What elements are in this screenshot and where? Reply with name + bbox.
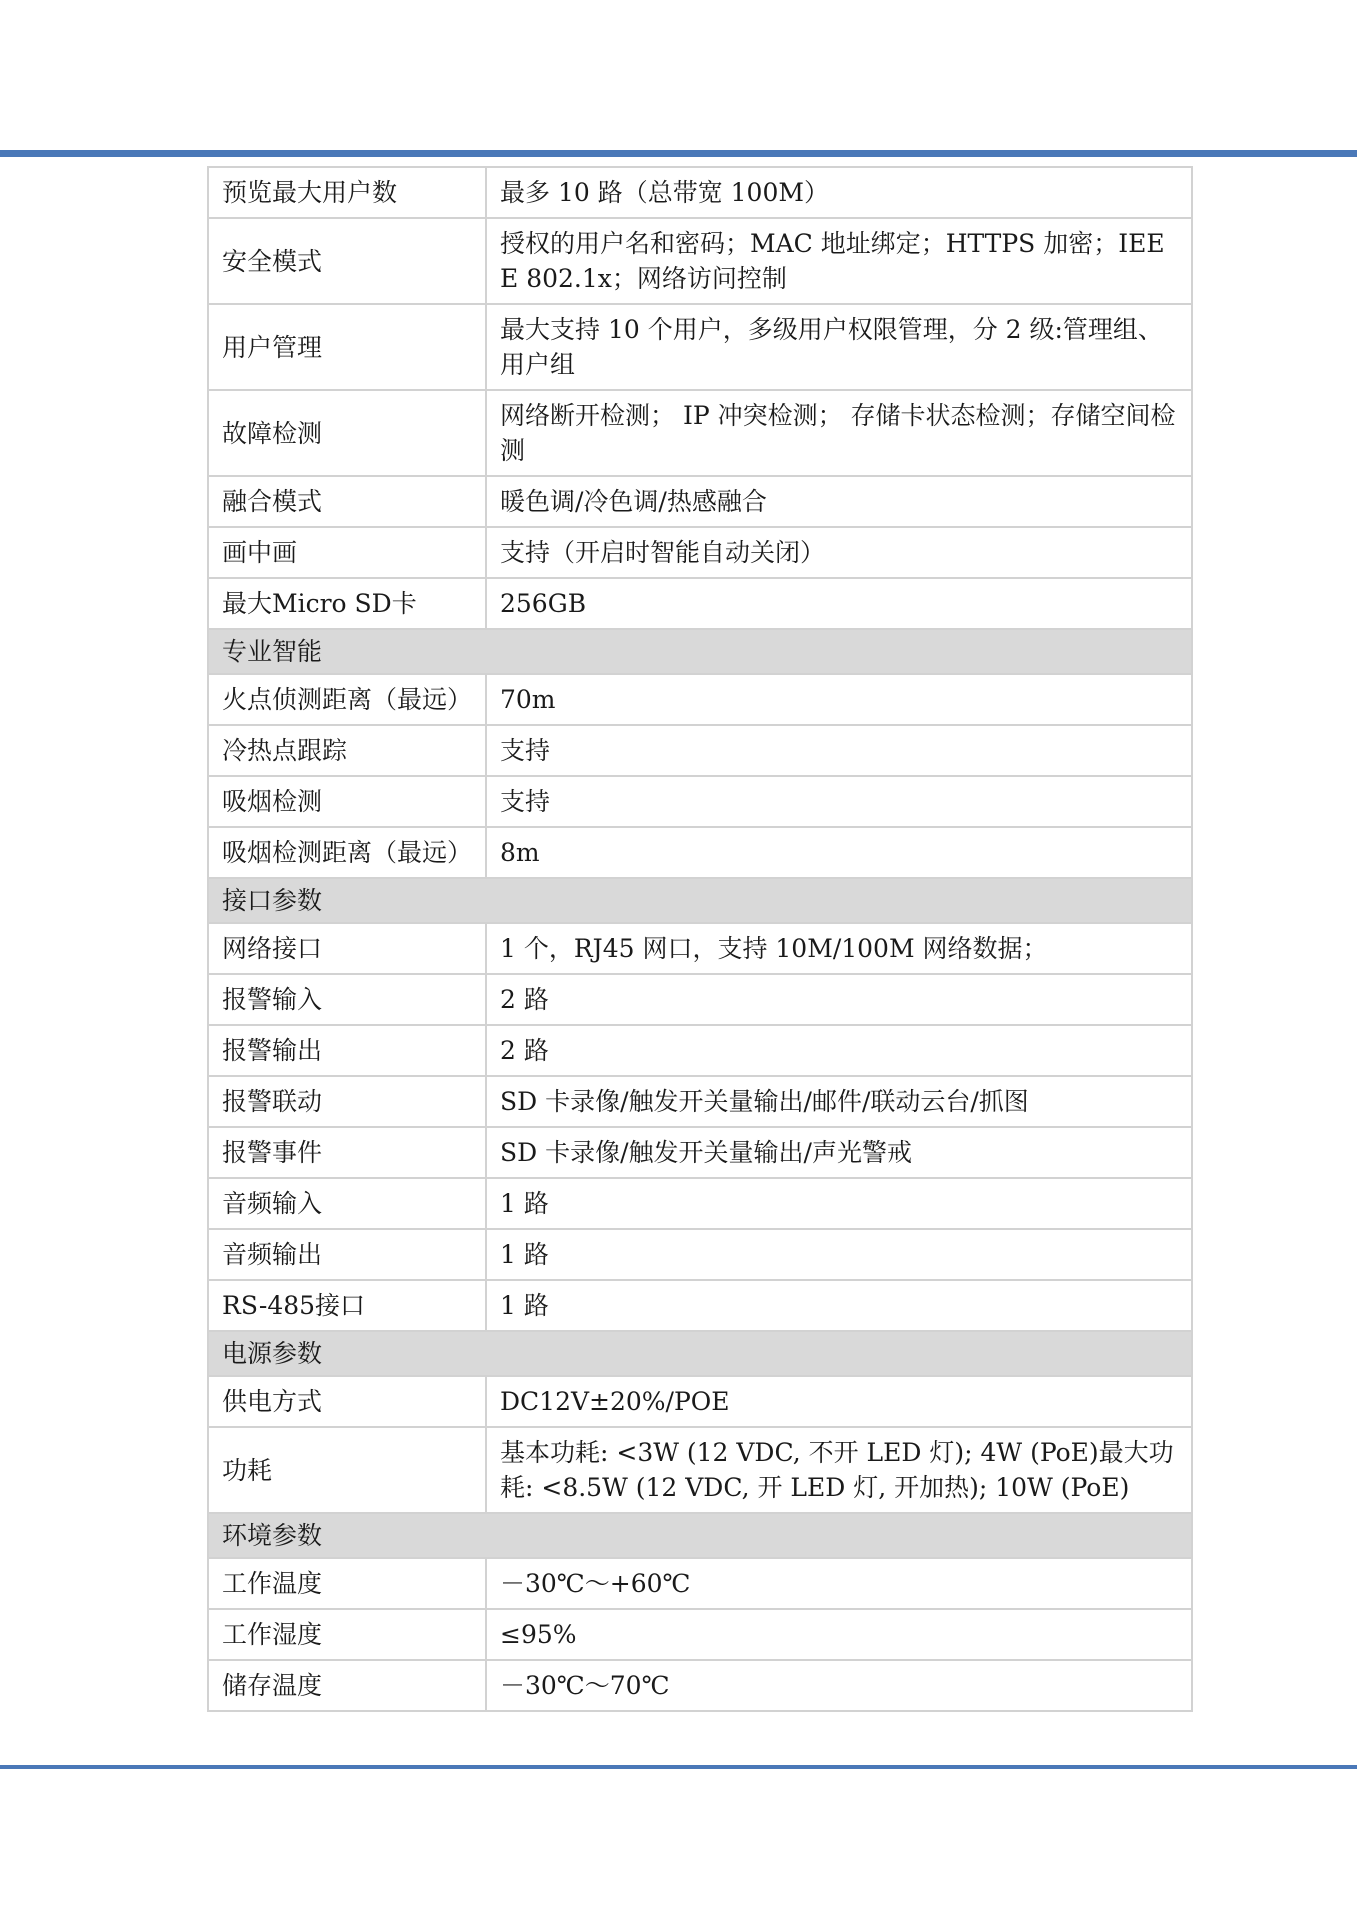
spec-row xyxy=(208,1609,1192,1660)
spec-row xyxy=(208,476,1192,527)
spec-value: 2 路 xyxy=(486,974,1192,1025)
spec-label: RS-485接口 xyxy=(208,1280,486,1331)
spec-value: DC12V±20%/POE xyxy=(486,1376,1192,1427)
spec-row xyxy=(208,304,1192,390)
spec-value: 8m xyxy=(486,827,1192,878)
spec-row xyxy=(208,1280,1192,1331)
spec-value: 支持（开启时智能自动关闭） xyxy=(486,527,1192,578)
spec-row xyxy=(208,527,1192,578)
spec-label: 工作温度 xyxy=(208,1558,486,1609)
section-header-row xyxy=(208,629,1192,674)
spec-row xyxy=(208,725,1192,776)
spec-row xyxy=(208,167,1192,218)
spec-label: 储存温度 xyxy=(208,1660,486,1711)
spec-row xyxy=(208,390,1192,476)
spec-value: 网络断开检测； IP 冲突检测； 存储卡状态检测；存储空间检测 xyxy=(486,390,1192,476)
spec-value: SD 卡录像/触发开关量输出/声光警戒 xyxy=(486,1127,1192,1178)
spec-row xyxy=(208,923,1192,974)
spec-label: 报警事件 xyxy=(208,1127,486,1178)
spec-value: －30℃～70℃ xyxy=(486,1660,1192,1711)
spec-label: 画中画 xyxy=(208,527,486,578)
spec-row xyxy=(208,776,1192,827)
spec-label: 音频输入 xyxy=(208,1178,486,1229)
spec-value: 1 路 xyxy=(486,1280,1192,1331)
spec-value: 70m xyxy=(486,674,1192,725)
spec-label: 冷热点跟踪 xyxy=(208,725,486,776)
section-title: 环境参数 xyxy=(208,1513,1192,1558)
spec-value: 2 路 xyxy=(486,1025,1192,1076)
spec-label: 用户管理 xyxy=(208,304,486,390)
section-title: 专业智能 xyxy=(208,629,1192,674)
spec-row xyxy=(208,218,1192,304)
spec-value: 最多 10 路（总带宽 100M） xyxy=(486,167,1192,218)
spec-label: 供电方式 xyxy=(208,1376,486,1427)
spec-row xyxy=(208,578,1192,629)
spec-label: 功耗 xyxy=(208,1427,486,1513)
spec-label: 吸烟检测距离（最远） xyxy=(208,827,486,878)
spec-label: 融合模式 xyxy=(208,476,486,527)
spec-row xyxy=(208,1127,1192,1178)
spec-table-body xyxy=(208,167,1192,1711)
spec-label: 报警输入 xyxy=(208,974,486,1025)
spec-value: 1 个，RJ45 网口，支持 10M/100M 网络数据； xyxy=(486,923,1192,974)
section-title: 电源参数 xyxy=(208,1331,1192,1376)
section-header-row xyxy=(208,1331,1192,1376)
spec-label: 故障检测 xyxy=(208,390,486,476)
spec-label: 安全模式 xyxy=(208,218,486,304)
spec-row xyxy=(208,1178,1192,1229)
spec-label: 吸烟检测 xyxy=(208,776,486,827)
spec-row xyxy=(208,1660,1192,1711)
footer-rule xyxy=(0,1765,1357,1769)
spec-value: 基本功耗: <3W (12 VDC, 不开 LED 灯); 4W (PoE)最大功耗: <8.5W (12 VDC, 开 LED 灯, 开加热); 10W (PoE) xyxy=(486,1427,1192,1513)
spec-row xyxy=(208,1558,1192,1609)
spec-label: 网络接口 xyxy=(208,923,486,974)
spec-value: 1 路 xyxy=(486,1178,1192,1229)
spec-row xyxy=(208,1076,1192,1127)
section-title: 接口参数 xyxy=(208,878,1192,923)
spec-row xyxy=(208,827,1192,878)
spec-value: 暖色调/冷色调/热感融合 xyxy=(486,476,1192,527)
spec-row xyxy=(208,674,1192,725)
spec-value: 1 路 xyxy=(486,1229,1192,1280)
spec-label: 预览最大用户数 xyxy=(208,167,486,218)
spec-value: －30℃～+60℃ xyxy=(486,1558,1192,1609)
section-header-row xyxy=(208,878,1192,923)
spec-label: 音频输出 xyxy=(208,1229,486,1280)
spec-label: 报警联动 xyxy=(208,1076,486,1127)
spec-value: 支持 xyxy=(486,725,1192,776)
spec-value: 最大支持 10 个用户，多级用户权限管理，分 2 级:管理组、用户组 xyxy=(486,304,1192,390)
section-header-row xyxy=(208,1513,1192,1558)
spec-value: SD 卡录像/触发开关量输出/邮件/联动云台/抓图 xyxy=(486,1076,1192,1127)
spec-row xyxy=(208,1427,1192,1513)
spec-label: 最大Micro SD卡 xyxy=(208,578,486,629)
spec-value: ≤95% xyxy=(486,1609,1192,1660)
spec-value: 授权的用户名和密码；MAC 地址绑定；HTTPS 加密；IEEE 802.1x；网络访问控制 xyxy=(486,218,1192,304)
spec-table xyxy=(207,166,1193,1712)
spec-value: 支持 xyxy=(486,776,1192,827)
spec-row xyxy=(208,1229,1192,1280)
spec-label: 火点侦测距离（最远） xyxy=(208,674,486,725)
spec-row xyxy=(208,1376,1192,1427)
header-rule xyxy=(0,150,1357,157)
spec-row xyxy=(208,974,1192,1025)
spec-label: 报警输出 xyxy=(208,1025,486,1076)
spec-row xyxy=(208,1025,1192,1076)
spec-label: 工作湿度 xyxy=(208,1609,486,1660)
spec-value: 256GB xyxy=(486,578,1192,629)
